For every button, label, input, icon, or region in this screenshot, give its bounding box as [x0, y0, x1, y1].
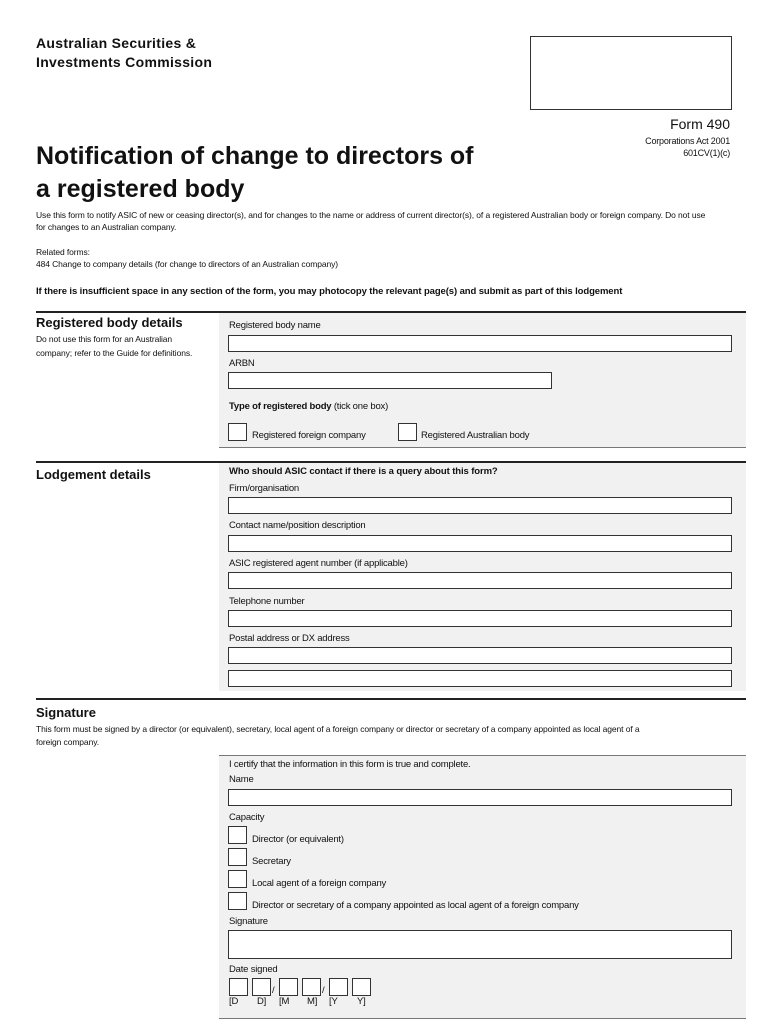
postal-address-field-2[interactable]: [228, 670, 732, 687]
signature-label: Signature: [229, 916, 268, 927]
date-month-1[interactable]: [279, 978, 298, 996]
registered-body-name-label: Registered body name: [229, 320, 321, 331]
signatory-name-field[interactable]: [228, 789, 732, 806]
capacity-secretary-label: Secretary: [252, 856, 291, 867]
date-marker-d2: D]: [257, 996, 267, 1007]
capacity-appointed-agent-checkbox[interactable]: [228, 892, 247, 910]
sig-note-line-2: foreign company.: [36, 737, 99, 747]
agent-number-field[interactable]: [228, 572, 732, 589]
org-line-2: Investments Commission: [36, 54, 213, 70]
form-legislation: [645, 135, 730, 159]
signature-heading: Signature: [36, 705, 96, 720]
foreign-company-checkbox[interactable]: [228, 423, 247, 441]
related-forms: [36, 246, 338, 270]
type-of-body-label-bold: Type of registered body: [229, 401, 332, 412]
signature-note: [36, 723, 748, 749]
signature-panel-bottom-rule: [219, 1018, 746, 1019]
firm-label: Firm/organisation: [229, 483, 299, 494]
panel-bottom-rule: [219, 447, 746, 448]
foreign-company-label: Registered foreign company: [252, 430, 366, 441]
signature-field[interactable]: [228, 930, 732, 959]
contact-field[interactable]: [228, 535, 732, 552]
registered-body-heading: Registered body details: [36, 315, 183, 330]
date-year-2[interactable]: [352, 978, 371, 996]
form-number: Form 490: [670, 116, 730, 132]
date-marker-m1: [M: [279, 996, 290, 1007]
rb-note-line-1: Do not use this form for an Australian: [36, 334, 173, 344]
telephone-label: Telephone number: [229, 596, 305, 607]
date-separator: /: [272, 985, 275, 996]
date-month-2[interactable]: [302, 978, 321, 996]
capacity-secretary-checkbox[interactable]: [228, 848, 247, 866]
lodgement-question: Who should ASIC contact if there is a query about this form?: [229, 466, 498, 477]
capacity-appointed-agent-label: Director or secretary of a company appointed as local agent of a foreign company: [252, 900, 579, 911]
act-section: 601CV(1)(c): [683, 148, 730, 158]
capacity-label: Capacity: [229, 812, 265, 823]
date-marker-y2: Y]: [357, 996, 366, 1007]
title-line-1: Notification of change to directors of: [36, 142, 474, 170]
act-name: Corporations Act 2001: [645, 136, 730, 146]
related-forms-heading: Related forms:: [36, 247, 90, 257]
date-year-1[interactable]: [329, 978, 348, 996]
type-of-body-label: [229, 401, 388, 412]
contact-label: Contact name/position description: [229, 520, 366, 531]
capacity-director-checkbox[interactable]: [228, 826, 247, 844]
telephone-field[interactable]: [228, 610, 732, 627]
intro-line-2: for changes to an Australian company.: [36, 222, 177, 232]
date-day-1[interactable]: [229, 978, 248, 996]
title-line-2: a registered body: [36, 175, 245, 203]
australian-body-checkbox[interactable]: [398, 423, 417, 441]
intro-text: [36, 209, 748, 233]
date-marker-m2: M]: [307, 996, 318, 1007]
capacity-local-agent-label: Local agent of a foreign company: [252, 878, 387, 889]
related-form-484: 484 Change to company details (for change to directors of an Australian company): [36, 259, 338, 269]
registered-body-note: [36, 332, 192, 360]
photocopy-notice: If there is insufficient space in any section of the form, you may photocopy the relevant page(s) and submit as part of this lodgement: [36, 286, 623, 297]
date-marker-y1: [Y: [329, 996, 338, 1007]
capacity-local-agent-checkbox[interactable]: [228, 870, 247, 888]
australian-body-label: Registered Australian body: [421, 430, 530, 441]
rb-note-line-2: company; refer to the Guide for definitions.: [36, 348, 193, 358]
sig-note-line-1: This form must be signed by a director (or equivalent), secretary, local agent of a foreign company or director or secretary of a company appointed as local agent of a: [36, 724, 640, 734]
arbn-label: ARBN: [229, 358, 255, 369]
capacity-director-label: Director (or equivalent): [252, 834, 344, 845]
agent-number-label: ASIC registered agent number (if applicable): [229, 558, 408, 569]
type-of-body-label-note: (tick one box): [331, 401, 389, 412]
date-separator: /: [322, 985, 325, 996]
date-day-2[interactable]: [252, 978, 271, 996]
firm-field[interactable]: [228, 497, 732, 514]
postal-address-label: Postal address or DX address: [229, 633, 350, 644]
organisation-name: [36, 34, 212, 72]
page-title: [36, 140, 556, 206]
arbn-field[interactable]: [228, 372, 552, 389]
intro-line-1: Use this form to notify ASIC of new or ceasing director(s), and for changes to the name or address of current director(s), of a registered Australian body or foreign company. Do not use: [36, 210, 706, 220]
certify-text: I certify that the information in this form is true and complete.: [229, 759, 471, 770]
office-use-box: [530, 36, 732, 110]
lodgement-heading: Lodgement details: [36, 467, 151, 482]
date-signed-label: Date signed: [229, 964, 278, 975]
date-marker-d1: [D: [229, 996, 239, 1007]
name-label: Name: [229, 774, 254, 785]
postal-address-field-1[interactable]: [228, 647, 732, 664]
org-line-1: Australian Securities &: [36, 35, 197, 51]
registered-body-name-field[interactable]: [228, 335, 732, 352]
section-divider: [36, 698, 746, 700]
